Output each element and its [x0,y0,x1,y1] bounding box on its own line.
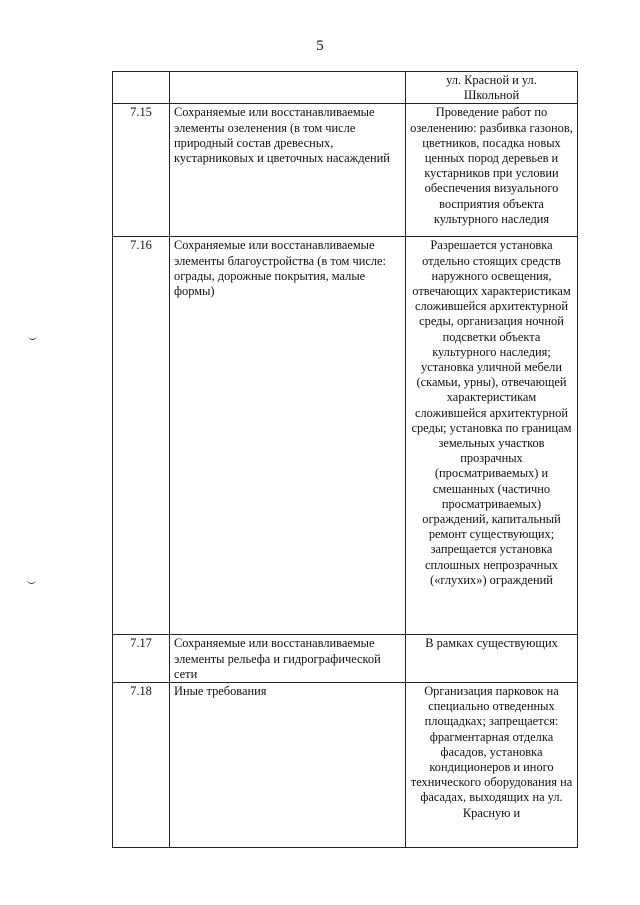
table-row [113,635,578,683]
page-number: 5 [316,38,324,54]
requirement-text: Организация парковок на специально отведенных площадках; запрещается: фрагментарная отделка фасадов, установка кондиционеров и иного технического оборудования на фасадах, выходящих на ул. Красную и [406,683,578,848]
row-number: 7.15 [113,104,170,237]
scan-artifact-mark [28,335,37,340]
element-name: Сохраняемые или восстанавливаемые элементы озеленения (в том числе природный состав древесных, кустарниковых и цветочных насаждений [170,104,406,237]
requirement-text: В рамках существующих [406,635,578,683]
table-row [113,683,578,848]
scan-artifact-mark [27,579,36,584]
element-name [170,72,406,104]
table-row [113,237,578,635]
row-number: 7.16 [113,237,170,635]
element-name: Сохраняемые или восстанавливаемые элементы благоустройства (в том числе: ограды, дорожные покрытия, малые формы) [170,237,406,635]
requirement-text: ул. Красной и ул. Школьной [406,72,578,104]
row-number: 7.17 [113,635,170,683]
element-name: Иные требования [170,683,406,848]
requirement-text: Разрешается установка отдельно стоящих средств наружного освещения, отвечающих характеристикам сложившейся архитектурной среды, организация ночной подсветки объекта культурного наследия; установка уличной мебели (скамьи, урны), отвечающей характеристикам сложившейся архитектурной среды; установка по границам земельных участков прозрачных (просматриваемых) и смешанных (частично просматриваемых) ограждений, капитальный ремонт существующих; запрещается установка сплошных непрозрачных («глухих») ограждений [406,237,578,635]
table-row [113,104,578,237]
row-number: 7.18 [113,683,170,848]
row-number [113,72,170,104]
requirement-text: Проведение работ по озеленению: разбивка газонов, цветников, посадка новых ценных пород деревьев и кустарников при условии обеспечения визуального восприятия объекта культурного наследия [406,104,578,237]
requirements-table [112,71,578,848]
table-row [113,72,578,104]
element-name: Сохраняемые или восстанавливаемые элементы рельефа и гидрографической сети [170,635,406,683]
